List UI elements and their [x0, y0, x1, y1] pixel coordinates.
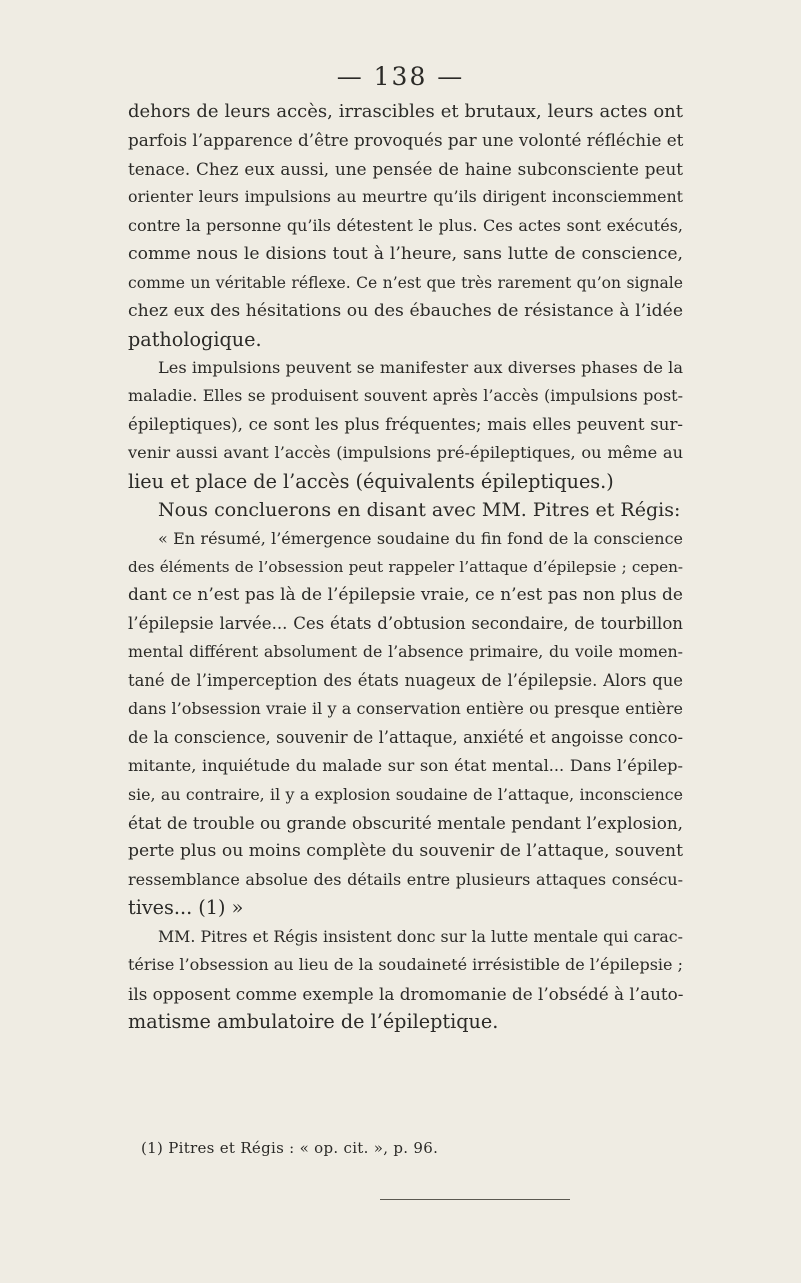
- text-line: lieu et place de l’accès (équivalents épileptiques.): [128, 469, 614, 493]
- body-text: [128, 98, 683, 1036]
- text-line: parfois l’apparence d’être provoqués par une volonté réfléchie et: [128, 130, 684, 151]
- text-line: térise l’obsession au lieu de la soudaineté irrésistible de l’épilepsie ;: [128, 955, 683, 975]
- text-line: dant ce n’est pas là de l’épilepsie vraie, ce n’est pas non plus de: [128, 585, 683, 606]
- footnote: (1) Pitres et Régis : « op. cit. », p. 96.: [141, 1139, 439, 1157]
- text-line: comme un véritable réflexe. Ce n’est que très rarement qu’on signale: [128, 273, 683, 292]
- text-line: ressemblance absolue des détails entre plusieurs attaques consécu-: [128, 869, 683, 889]
- text-line: pathologique.: [128, 327, 262, 351]
- text-line: ils opposent comme exemple la dromomanie de l’obsédé à l’auto-: [128, 983, 684, 1004]
- text-line: MM. Pitres et Régis insistent donc sur la lutte mentale qui carac-: [158, 926, 683, 946]
- text-line: mitante, inquiétude du malade sur son état mental... Dans l’épilep-: [128, 756, 683, 776]
- text-line: état de trouble ou grande obscurité mentale pendant l’explosion,: [128, 812, 683, 833]
- text-line: chez eux des hésitations ou des ébauches de résistance à l’idée: [128, 301, 683, 322]
- text-line: orienter leurs impulsions au meurtre qu’ils dirigent inconsciemment: [128, 187, 683, 207]
- text-line: matisme ambulatoire de l’épileptique.: [128, 1010, 499, 1033]
- text-line: dehors de leurs accès, irrascibles et brutaux, leurs actes ont: [128, 101, 683, 122]
- text-line: de la conscience, souvenir de l’attaque, anxiété et angoisse conco-: [128, 727, 683, 747]
- text-line: tané de l’imperception des états nuageux de l’épilepsie. Alors que: [128, 670, 683, 690]
- text-line: l’épilepsie larvée... Ces états d’obtusion secondaire, de tourbillon: [128, 613, 683, 633]
- page-number: — 138 —: [336, 62, 465, 91]
- text-line: tenace. Chez eux aussi, une pensée de haine subconsciente peut: [128, 158, 683, 179]
- text-line: perte plus ou moins complète du souvenir de l’attaque, souvent: [128, 841, 683, 862]
- text-line: épileptiques), ce sont les plus fréquentes; mais elles peuvent sur-: [128, 414, 683, 434]
- text-line: dans l’obsession vraie il y a conservation entière ou presque entière: [128, 699, 683, 719]
- text-line: sie, au contraire, il y a explosion soudaine de l’attaque, inconscience: [128, 784, 683, 804]
- text-line: Les impulsions peuvent se manifester aux diverses phases de la: [158, 357, 683, 377]
- text-line: tives... (1) »: [128, 896, 244, 920]
- text-line: venir aussi avant l’accès (impulsions pré-épileptiques, ou même au: [128, 443, 683, 463]
- text-line: Nous concluerons en disant avec MM. Pitres et Régis:: [158, 499, 681, 522]
- text-line: maladie. Elles se produisent souvent après l’accès (impulsions post-: [128, 386, 683, 406]
- footnote-rule: [380, 1199, 570, 1200]
- text-line: « En résumé, l’émergence soudaine du fin fond de la conscience: [158, 528, 683, 548]
- text-line: contre la personne qu’ils détestent le plus. Ces actes sont exécutés,: [128, 215, 683, 235]
- text-line: des éléments de l’obsession peut rappeler l’attaque d’épilepsie ; cepen-: [128, 558, 683, 576]
- text-line: comme nous le disions tout à l’heure, sans lutte de conscience,: [128, 244, 683, 265]
- text-line: mental différent absolument de l’absence primaire, du voile momen-: [128, 642, 683, 662]
